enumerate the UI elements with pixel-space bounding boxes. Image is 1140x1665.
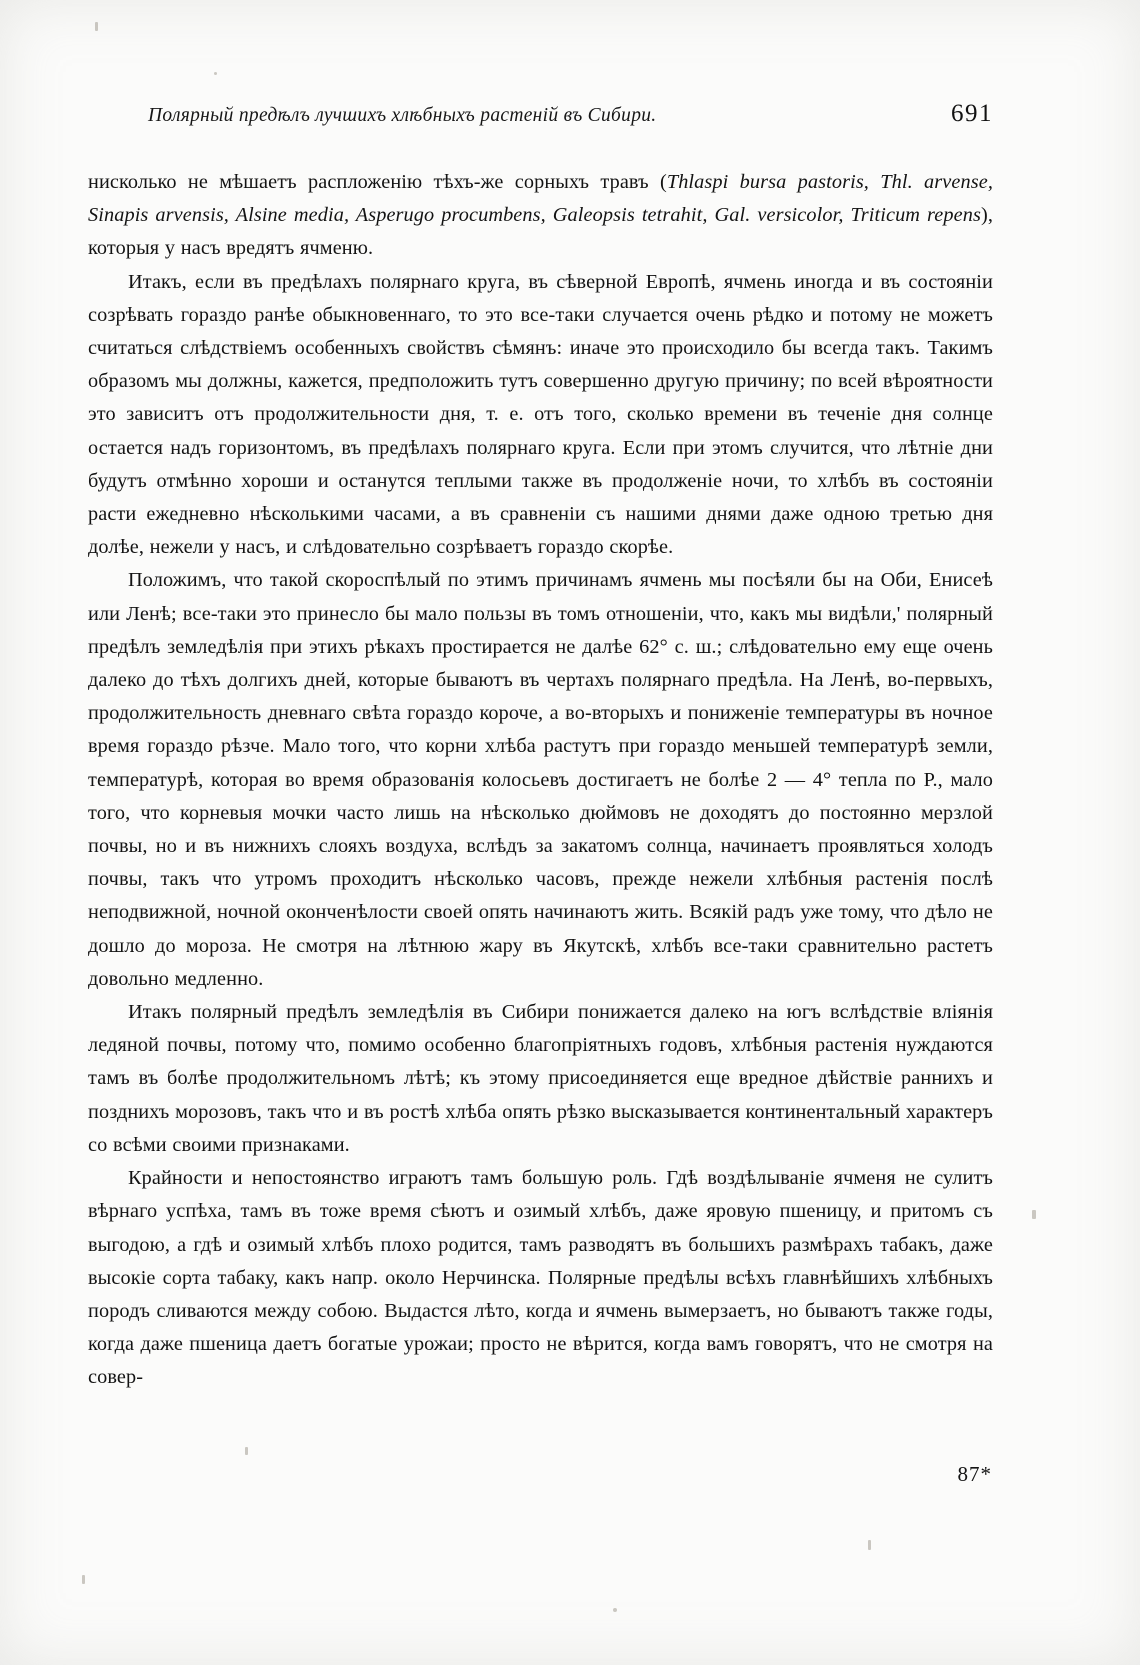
- paragraph: Положимъ, что такой скороспѣлый по этимъ причинамъ ячмень мы посѣяли бы на Оби, Енисеѣ или Ленѣ; все-таки это принесло бы мало пользы въ томъ отношеніи, что, какъ мы видѣли,' полярный предѣлъ земледѣлія при этихъ рѣкахъ простирается не далѣе 62° с. ш.; слѣдовательно ему еще очень далеко до тѣхъ долгихъ дней, которые бываютъ въ чертахъ полярнаго предѣла. На Ленѣ, во-первыхъ, продолжительность дневнаго свѣта гораздо короче, а во-вторыхъ и пониженіе температуры въ ночное время гораздо рѣзче. Мало того, что корни хлѣба растутъ при гораздо меньшей температурѣ земли, температурѣ, которая во время образованія колосьевъ достигаетъ не болѣе 2 — 4° тепла по Р., мало того, что корневыя мочки часто лишь на нѣсколько дюймовъ не доходятъ до постоянно мерзлой почвы, но и въ нижнихъ слояхъ воздуха, вслѣдъ за закатомъ солнца, начинаетъ проявляться холодъ почвы, такъ что утромъ проходитъ нѣсколько часовъ, прежде нежели хлѣбныя растенія послѣ неподвижной, ночной оконченѣлости своей опять начинаютъ жить. Всякій радъ уже тому, что дѣло не дошло до мороза. Не смотря на лѣтнюю жару въ Якутскѣ, хлѣбъ все-таки сравнительно растетъ довольно медленно.: [88, 569, 993, 990]
- scan-speck-icon: [214, 72, 217, 75]
- page-content: [88, 100, 993, 1395]
- body-text: [88, 166, 993, 1395]
- scan-speck-icon: [868, 1540, 871, 1550]
- scan-speck-icon: [1032, 1210, 1036, 1219]
- page-number: 691: [951, 100, 993, 127]
- paragraph: Крайности и непостоянство играютъ тамъ большую роль. Гдѣ воздѣлываніе ячменя не сулитъ вѣрнаго успѣха, тамъ въ тоже время сѣютъ и озимый хлѣбъ, даже яровую пшеницу, и притомъ съ выгодою, а гдѣ и озимый хлѣбъ плохо родится, тамъ разводятъ въ большихъ размѣрахъ табакъ, даже высокіе сорта табаку, какъ напр. около Нерчинска. Полярные предѣлы всѣхъ главнѣйшихъ хлѣбныхъ породъ сливаются между собою. Выдастся лѣто, когда и ячмень вымерзаетъ, но бываютъ также годы, когда даже пшеница даетъ богатые урожаи; просто не вѣрится, когда вамъ говорятъ, что не смотря на совер-: [88, 1167, 993, 1389]
- scan-speck-icon: [613, 1608, 617, 1612]
- paragraph: Итакъ полярный предѣлъ земледѣлія въ Сибири понижается далеко на югъ вслѣдствіе вліянія ледяной почвы, потому что, помимо особенно благопріятныхъ годовъ, хлѣбныя растенія нуждаются тамъ въ болѣе продолжительномъ лѣтѣ; къ этому присоединяется еще вредное дѣйствіе раннихъ и позднихъ морозовъ, такъ что и въ ростѣ хлѣба опять рѣзко высказывается континентальный характеръ со всѣми своими признаками.: [88, 1001, 993, 1156]
- running-title: Полярный предѣлъ лучшихъ хлѣбныхъ растеній въ Сибири.: [148, 105, 657, 126]
- scan-speck-icon: [95, 22, 98, 31]
- signature-mark: 87*: [957, 1462, 992, 1486]
- paragraph: нисколько не мѣшаетъ распложенію тѣхъ-же сорныхъ травъ (Thlaspi bursa pastoris, Thl. arvense, Sinapis arvensis, Alsine media, Asperugo procumbens, Galeopsis tetrahit, Gal. versicolor, Triticum repens), которыя у насъ вредятъ ячменю.: [88, 171, 993, 260]
- scan-speck-icon: [245, 1447, 248, 1455]
- page-header: [88, 100, 993, 128]
- species-names: Thlaspi bursa pastoris, Thl. arvense, Sinapis arvensis, Alsine media, Asperugo procumbens, Galeopsis tetrahit, Gal. versicolor, Triticum repens: [88, 171, 993, 227]
- scan-speck-icon: [82, 1575, 85, 1584]
- paragraph: Итакъ, если въ предѣлахъ полярнаго круга, въ сѣверной Европѣ, ячмень иногда и въ состояніи созрѣвать гораздо ранѣе обыкновеннаго, то это все-таки случается очень рѣдко и потому не можетъ считаться слѣдствіемъ особенныхъ свойствъ сѣмянъ: иначе это происходило бы всегда такъ. Такимъ образомъ мы должны, кажется, предположить тутъ совершенно другую причину; по всей вѣроятности это зависитъ отъ продолжительности дня, т. е. отъ того, сколько времени въ теченіе дня солнце остается надъ горизонтомъ, въ предѣлахъ полярнаго круга. Если при этомъ случится, что лѣтніе дни будутъ отмѣнно хороши и останутся теплыми также въ продолженіе ночи, то хлѣбъ въ состояніи расти ежедневно нѣсколькими часами, а въ сравненіи съ нашими днями даже одною третью дня долѣе, нежели у насъ, и слѣдовательно созрѣваетъ гораздо скорѣе.: [88, 270, 993, 559]
